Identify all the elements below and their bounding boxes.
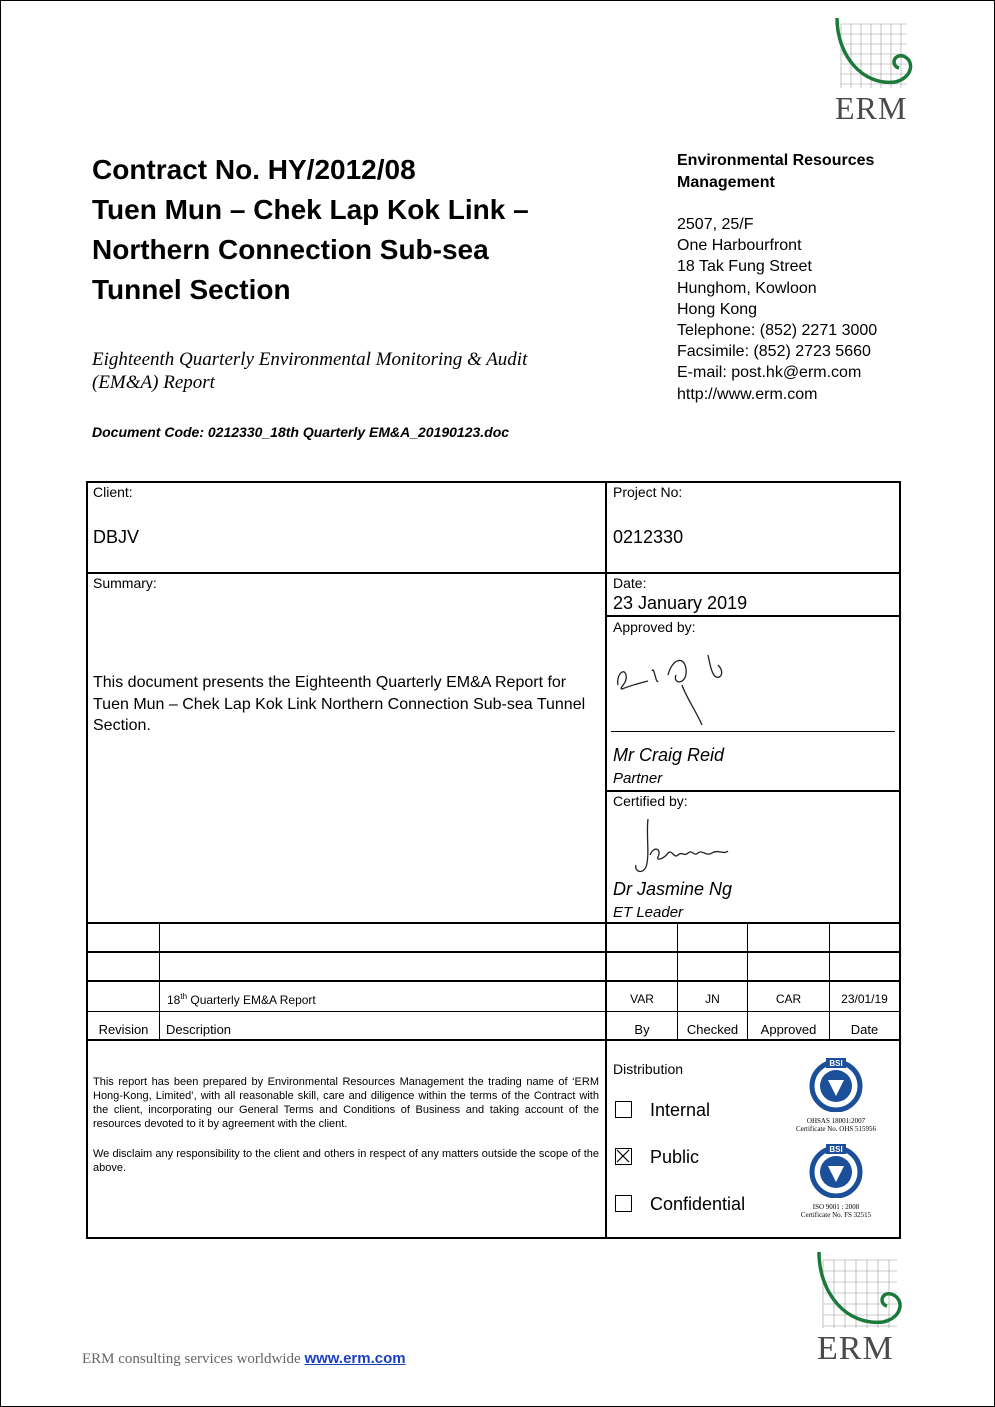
header-checked: Checked <box>686 1022 739 1037</box>
bsi-ohsas-mark <box>786 1056 886 1133</box>
address-line: One Harbourfront <box>677 237 802 255</box>
ohsas-standard: OHSAS 18001:2007 <box>806 1117 866 1125</box>
revision-checked: JN <box>705 992 720 1006</box>
website: http://www.erm.com <box>677 385 818 403</box>
project-label: Project No: <box>613 484 683 500</box>
erm-logo-top <box>833 16 915 126</box>
telephone: Telephone: (852) 2271 3000 <box>677 321 878 339</box>
bsi-badge-icon <box>808 1142 864 1198</box>
public-label: Public <box>650 1147 700 1167</box>
rule <box>606 615 901 617</box>
company-name-line: Environmental Resources <box>677 152 875 169</box>
certifier-title: ET Leader <box>613 904 684 921</box>
certifier-name: Dr Jasmine Ng <box>613 879 733 899</box>
bsi-text: BSI <box>829 1059 843 1068</box>
rule <box>899 481 901 1239</box>
rule <box>86 922 901 924</box>
rule <box>86 1237 901 1239</box>
company-name-line: Management <box>677 174 775 191</box>
disclaimer-paragraph: We disclaim any responsibility to the client and others in respect of any matters outside the scope of the above. <box>93 1148 599 1174</box>
client-value: DBJV <box>93 527 140 547</box>
email: E-mail: post.hk@erm.com <box>677 364 862 382</box>
revision-date: 23/01/19 <box>841 992 888 1006</box>
footer-text: ERM consulting services worldwide <box>82 1351 305 1367</box>
title-line: Contract No. HY/2012/08 <box>92 154 416 185</box>
certified-by-label: Certified by: <box>613 793 688 809</box>
title-line: Tuen Mun – Chek Lap Kok Link – <box>92 194 529 225</box>
header-description: Description <box>166 1022 232 1037</box>
rule <box>159 923 160 1040</box>
approver-signature <box>612 645 732 725</box>
bsi-iso-mark <box>786 1142 886 1219</box>
confidential-checkbox[interactable] <box>615 1195 632 1212</box>
internal-label: Internal <box>650 1100 711 1120</box>
footer <box>82 1350 406 1368</box>
rule <box>86 1011 901 1012</box>
header-revision: Revision <box>98 1022 149 1037</box>
document-title <box>92 150 612 310</box>
erm-logo-graphic <box>833 16 915 96</box>
erm-logo-bottom <box>815 1250 905 1370</box>
revision-approved: CAR <box>775 992 802 1006</box>
rule <box>86 572 901 574</box>
certifier-signature <box>628 815 748 875</box>
address-line: 18 Tak Fung Street <box>677 258 812 276</box>
approver-name: Mr Craig Reid <box>613 745 725 765</box>
iso-standard: ISO 9001 : 2008 <box>812 1203 860 1211</box>
company-name <box>677 150 937 194</box>
confidential-label: Confidential <box>650 1194 746 1214</box>
distribution-label: Distribution <box>613 1061 684 1077</box>
rule <box>86 1039 901 1041</box>
summary-text: This document presents the Eighteenth Quarterly EM&A Report for Tuen Mun – Chek Lap Kok Link Northern Connection Sub-sea Tunnel Section. <box>93 674 586 734</box>
erm-logo-text: ERM <box>817 1330 894 1367</box>
signature-line <box>611 731 895 732</box>
facsimile: Facsimile: (852) 2723 5660 <box>677 343 871 361</box>
bsi-badge-icon <box>808 1056 864 1112</box>
erm-logo-text: ERM <box>835 90 908 126</box>
title-line: Tunnel Section <box>92 274 291 305</box>
check-x-icon <box>616 1149 630 1163</box>
document-subtitle: Eighteenth Quarterly Environmental Monitoring & Audit (EM&A) Report <box>92 349 528 393</box>
public-checkbox[interactable] <box>615 1148 632 1165</box>
approver-title: Partner <box>613 770 663 787</box>
company-address <box>677 214 957 405</box>
client-label: Client: <box>93 484 133 500</box>
address-line: 2507, 25/F <box>677 216 754 233</box>
rule <box>86 481 901 483</box>
address-line: Hong Kong <box>677 300 758 318</box>
rule <box>605 481 607 1239</box>
header-date: Date <box>850 1022 879 1037</box>
rule <box>86 951 901 953</box>
address-line: Hunghom, Kowloon <box>677 279 817 297</box>
revision-number: 18 <box>167 993 181 1007</box>
document-code: Document Code: 0212330_18th Quarterly EM&A_20190123.doc <box>92 424 510 440</box>
title-line: Northern Connection Sub-sea <box>92 234 489 265</box>
iso-certificate: Certificate No. FS 32515 <box>800 1211 872 1219</box>
erm-logo-graphic <box>815 1250 905 1334</box>
internal-checkbox[interactable] <box>615 1101 632 1118</box>
date-label: Date: <box>613 575 647 591</box>
header-approved: Approved <box>760 1022 817 1037</box>
ohsas-certificate: Certificate No. OHS 515956 <box>795 1125 877 1133</box>
rule <box>86 481 88 1239</box>
revision-by: VAR <box>630 992 654 1006</box>
header-by: By <box>634 1022 650 1037</box>
rule <box>606 790 901 792</box>
revision-description-text: Quarterly EM&A Report <box>187 993 316 1007</box>
ordinal-suffix: th <box>180 992 188 1001</box>
footer-link[interactable]: www.erm.com <box>304 1350 406 1367</box>
date-value: 23 January 2019 <box>613 593 748 613</box>
approved-by-label: Approved by: <box>613 619 696 635</box>
project-value: 0212330 <box>613 527 684 547</box>
bsi-text: BSI <box>829 1145 843 1154</box>
summary-label: Summary: <box>93 575 157 591</box>
rule <box>86 980 901 982</box>
disclaimer-paragraph: This report has been prepared by Environmental Resources Management the trading name of ‘ERM Hong-Kong, Limited’, with all reasonable skill, care and diligence within the terms of the Contract with the client, incorporating our General Terms and Conditions of Business and taking account of the resources devoted to it by agreement with the client. <box>93 1076 599 1130</box>
revision-description <box>167 992 316 1007</box>
